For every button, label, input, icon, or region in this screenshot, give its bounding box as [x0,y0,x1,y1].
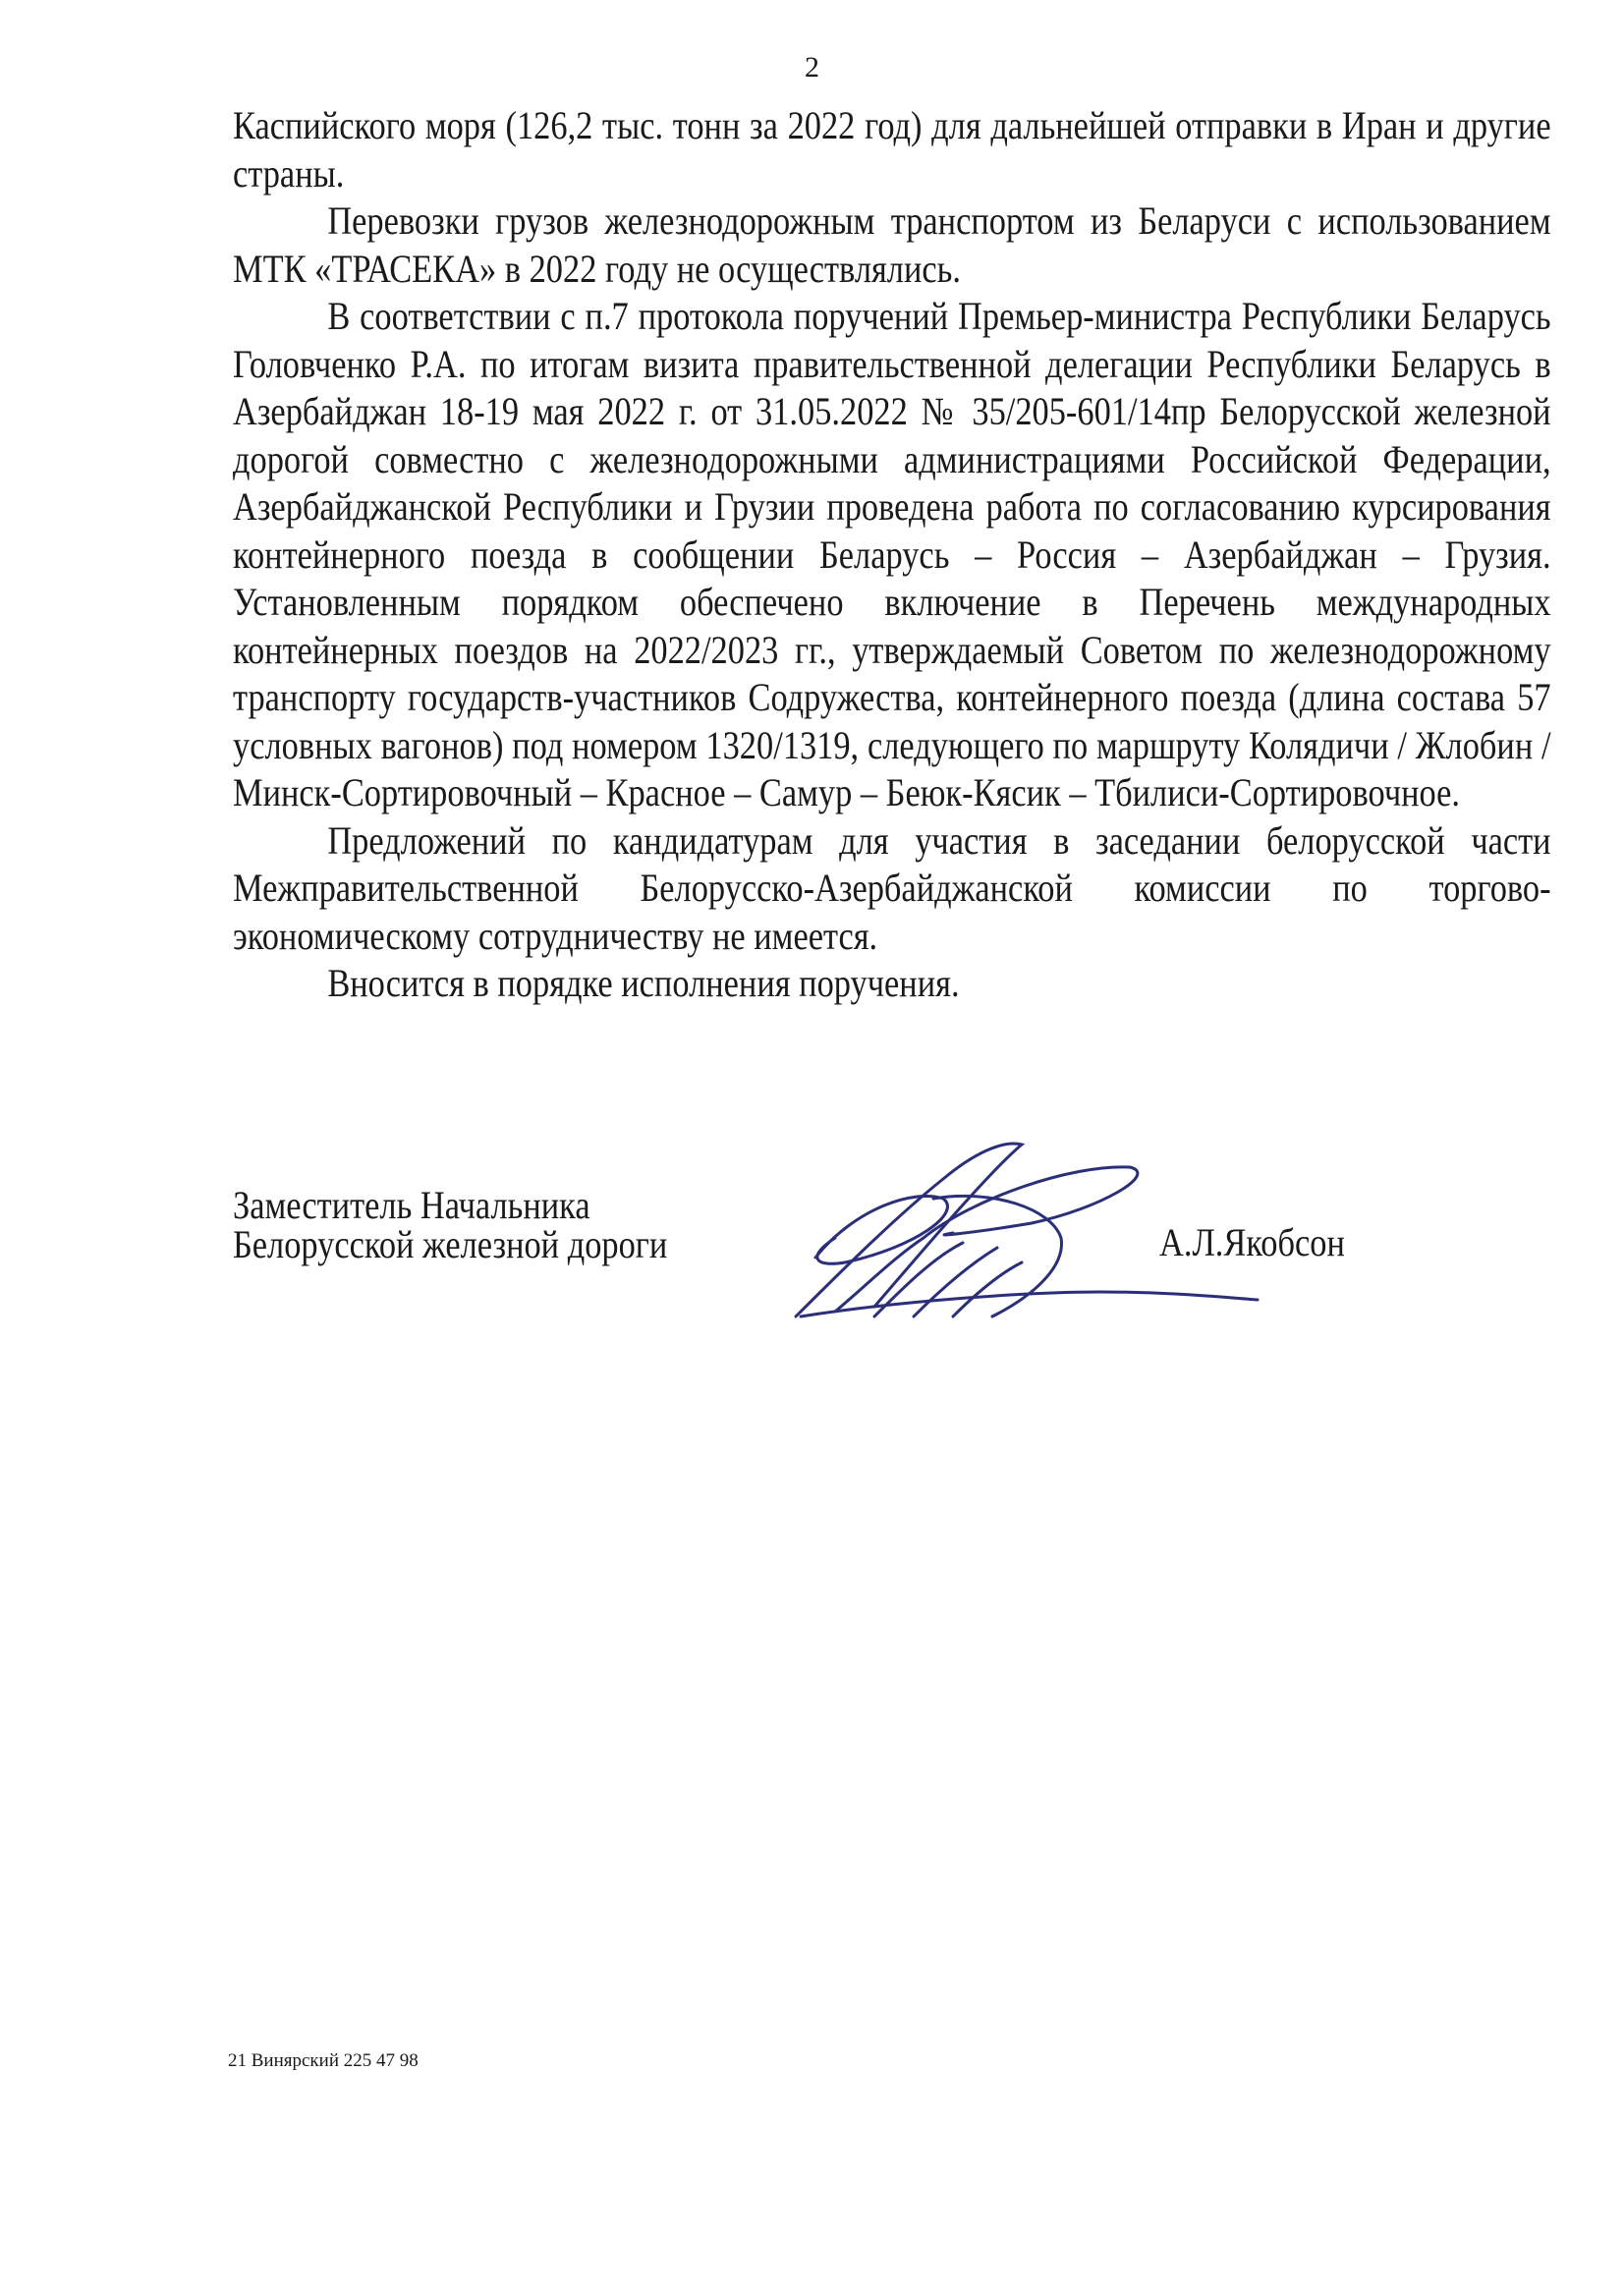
position-line-2: Белорусской железной дороги [233,1222,668,1266]
signatory-position [233,1183,668,1266]
paragraph-commission: Предложений по кандидатурам для участия в заседании белорусской части Межправительственной Белорусско-Азербайджанской комиссии по торгово-экономическому сотрудничеству не имеется. [233,817,1551,958]
signatory-name: А.Л.Якобсон [1159,1220,1345,1264]
paragraph-traceca: Перевозки грузов железнодорожным транспортом из Беларуси с использованием МТК «ТРАСЕКА» в 2022 году не осуществлялись. [233,198,1551,291]
paragraph-closing: Вносится в порядке исполнения поручения. [327,961,960,1005]
executor-note: 21 Винярский 225 47 98 [228,2050,419,2071]
position-line-1: Заместитель Начальника [233,1183,590,1227]
paragraph-container-train: В соответствии с п.7 протокола поручений Премьер-министра Республики Беларусь Головченко Р.А. по итогам визита правительственной делегации Республики Беларусь в Азербайджан 18-19 мая 2022 г. от 31.05.2022 № 35/205-601/14пр Белорусской железной дорогой совместно с железнодорожными администрациями Российской Федерации, Азербайджанской Республики и Грузии проведена работа по согласованию курсирования контейнерного поезда в сообщении Беларусь – Россия – Азербайджан – Грузия. Установленным порядком обеспечено включение в Перечень международных контейнерных поездов на 2022/2023 гг., утверждаемый Советом по железнодорожному транспорту государств-участников Содружества, контейнерного поезда (длина состава 57 условных вагонов) под номером 1320/1319, следующего по маршруту Колядичи / Жлобин / Минск-Сортировочный – Красное – Самур – Беюк-Кясик – Тбилиси-Сортировочное. [233,294,1551,814]
page-number: 2 [805,51,819,84]
paragraph-caspian: Каспийского моря (126,2 тыс. тонн за 2022 год) для дальнейшей отправки в Иран и другие страны. [233,103,1551,196]
letter-body [233,102,1551,1008]
